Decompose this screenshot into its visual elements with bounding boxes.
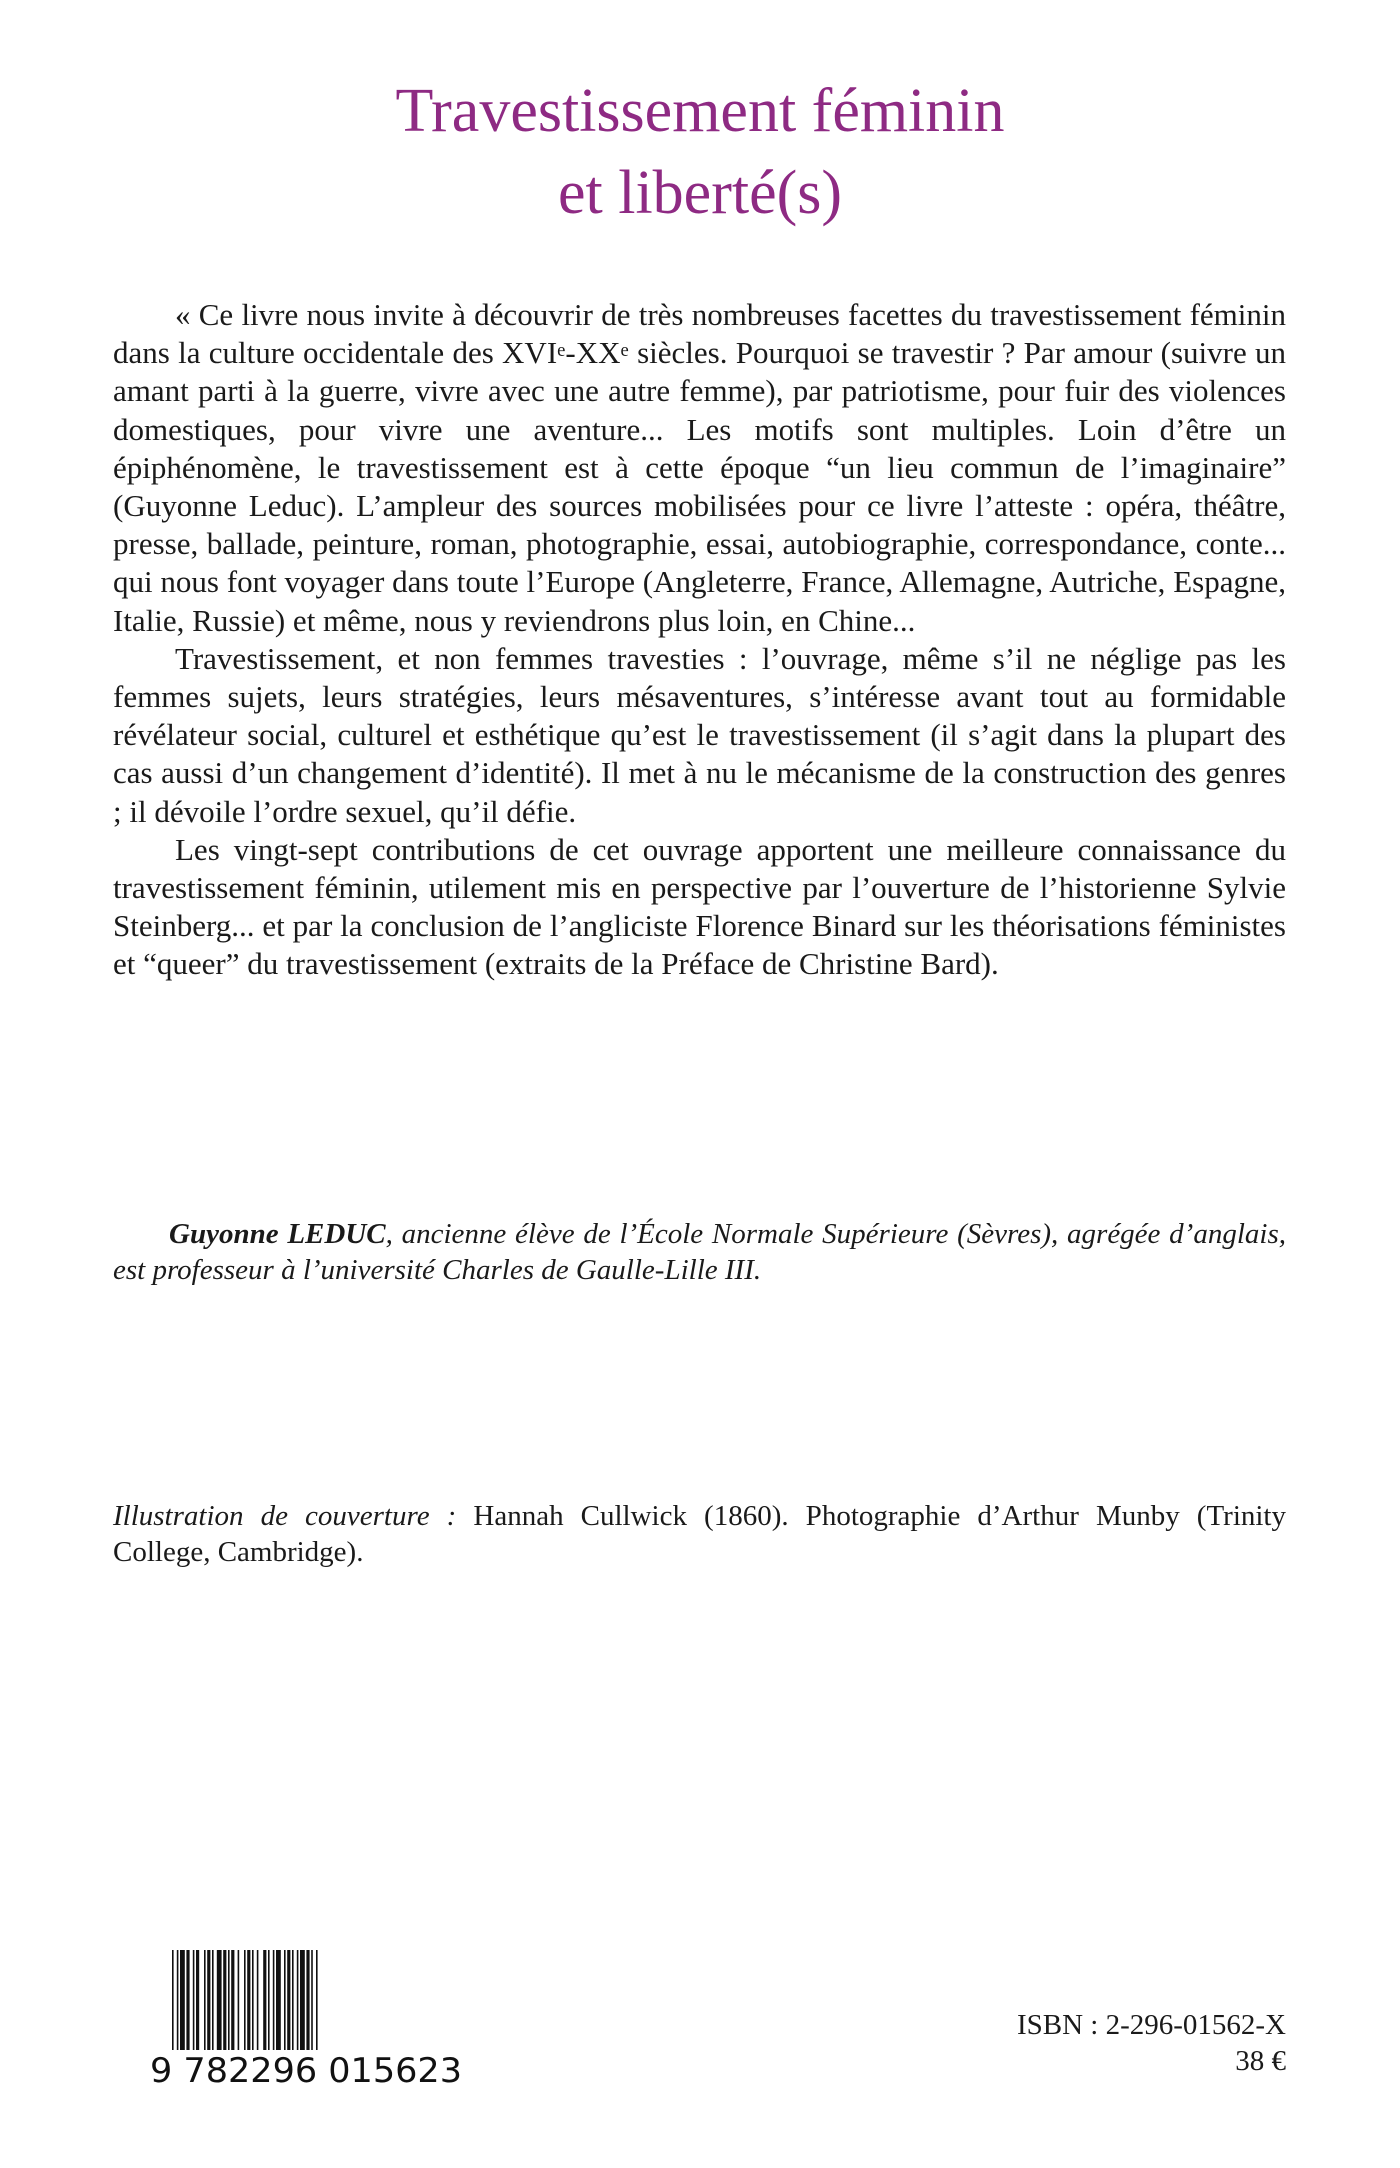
barcode-bar [297, 1950, 299, 2050]
title-line-2: et liberté(s) [557, 159, 843, 227]
price: 38 € [1235, 2045, 1286, 2077]
isbn: ISBN : 2-296-01562-X [1016, 2009, 1286, 2041]
barcode-bar [217, 1950, 222, 2050]
barcode-bar [177, 1950, 179, 2050]
barcode-digits: 9 782296 015623 [150, 2051, 462, 2085]
text: « Ce livre nous invite à découvrir de très nombreuses facettes du travestissement féminin dans la culture occidentale des XVI [113, 297, 1286, 371]
author-name: Guyonne LEDUC [169, 1218, 386, 1250]
barcode-bar [231, 1950, 234, 2050]
barcode-bar [207, 1950, 210, 2050]
barcode-bar [172, 1950, 174, 2050]
cover-illustration-credit [113, 1498, 1286, 1570]
barcode-bar [263, 1950, 266, 2050]
blurb-paragraph-3: Les vingt-sept contributions de cet ouvrage apportent une meilleure connaissance du travestissement féminin, utilement mis en perspective par l’ouverture de l’historienne Sylvie Steinberg... et par la conclusion de l’angliciste Florence Binard sur les théorisations féministes et “queer” du travestissement (extraits de la Préface de Christine Bard). [113, 831, 1286, 982]
barcode-bar [212, 1950, 214, 2050]
isbn-block [1017, 2007, 1286, 2079]
barcode-bar [292, 1950, 294, 2050]
barcode-bar [196, 1950, 199, 2050]
barcode-bar [300, 1950, 305, 2050]
title-line-1: Travestissement féminin [395, 77, 1005, 145]
barcode-bar [238, 1950, 240, 2050]
barcode-bar [247, 1950, 250, 2050]
barcode-bar [311, 1950, 313, 2050]
barcode-bar [252, 1950, 254, 2050]
blurb [113, 296, 1286, 984]
barcode-bar [273, 1950, 275, 2050]
barcode-bar [316, 1950, 318, 2050]
blurb-paragraph-1 [113, 296, 1286, 640]
barcode [150, 1950, 462, 2085]
superscript: e [620, 340, 629, 362]
barcode-bar [268, 1950, 270, 2050]
barcode-bars [172, 1950, 318, 2050]
author-description: , ancienne élève de l’École Normale Supérieure (Sèvres), agrégée d’anglais, est professeur à l’université Charles de Gaulle-Lille III. [113, 1218, 1286, 1286]
illustration-label: Illustration de couverture : [113, 1500, 457, 1532]
barcode-bar [284, 1950, 286, 2050]
barcode-bar [193, 1950, 195, 2050]
author-bio [113, 1216, 1286, 1288]
illustration-text: Hannah Cullwick (1860). Photographie d’Arthur Munby (Trinity College, Cambridge). [113, 1500, 1286, 1568]
superscript: e [557, 340, 566, 362]
text: -XX [565, 335, 621, 371]
book-title [0, 70, 1400, 234]
barcode-bar [228, 1950, 230, 2050]
barcode-bar [276, 1950, 281, 2050]
barcode-bar [223, 1950, 226, 2050]
barcode-bar [244, 1950, 246, 2050]
barcode-bar [186, 1950, 189, 2050]
barcode-bar [204, 1950, 206, 2050]
blurb-paragraph-2: Travestissement, et non femmes travesties : l’ouvrage, même s’il ne néglige pas les femmes sujets, leurs stratégies, leurs mésaventures, s’intéresse avant tout au formidable révélateur social, culturel et esthétique qu’est le travestissement (il s’agit dans la plupart des cas aussi d’un changement d’identité). Il met à nu le mécanisme de la construction des genres ; il dévoile l’ordre sexuel, qu’il défie. [113, 640, 1286, 829]
text: siècles. Pourquoi se travestir ? Par amour (suivre un amant parti à la guerre, vivre avec une autre femme), par patriotisme, pour fuir des violences domestiques, pour vivre une aventure... Les motifs sont multiples. Loin d’être un épiphénomène, le travestissement est à cette époque “un lieu commun de l’imaginaire” (Guyonne Leduc). L’ampleur des sources mobilisées pour ce livre l’atteste : opéra, théâtre, presse, ballade, peinture, roman, photographie, essai, autobiographie, correspondance, conte... qui nous font voyager dans toute l’Europe (Angleterre, France, Allemagne, Autriche, Espagne, Italie, Russie) et même, nous y reviendrons plus loin, en Chine... [113, 335, 1286, 638]
barcode-bar [180, 1950, 185, 2050]
barcode-bar [257, 1950, 259, 2050]
barcode-bar [306, 1950, 309, 2050]
barcode-bar [287, 1950, 290, 2050]
